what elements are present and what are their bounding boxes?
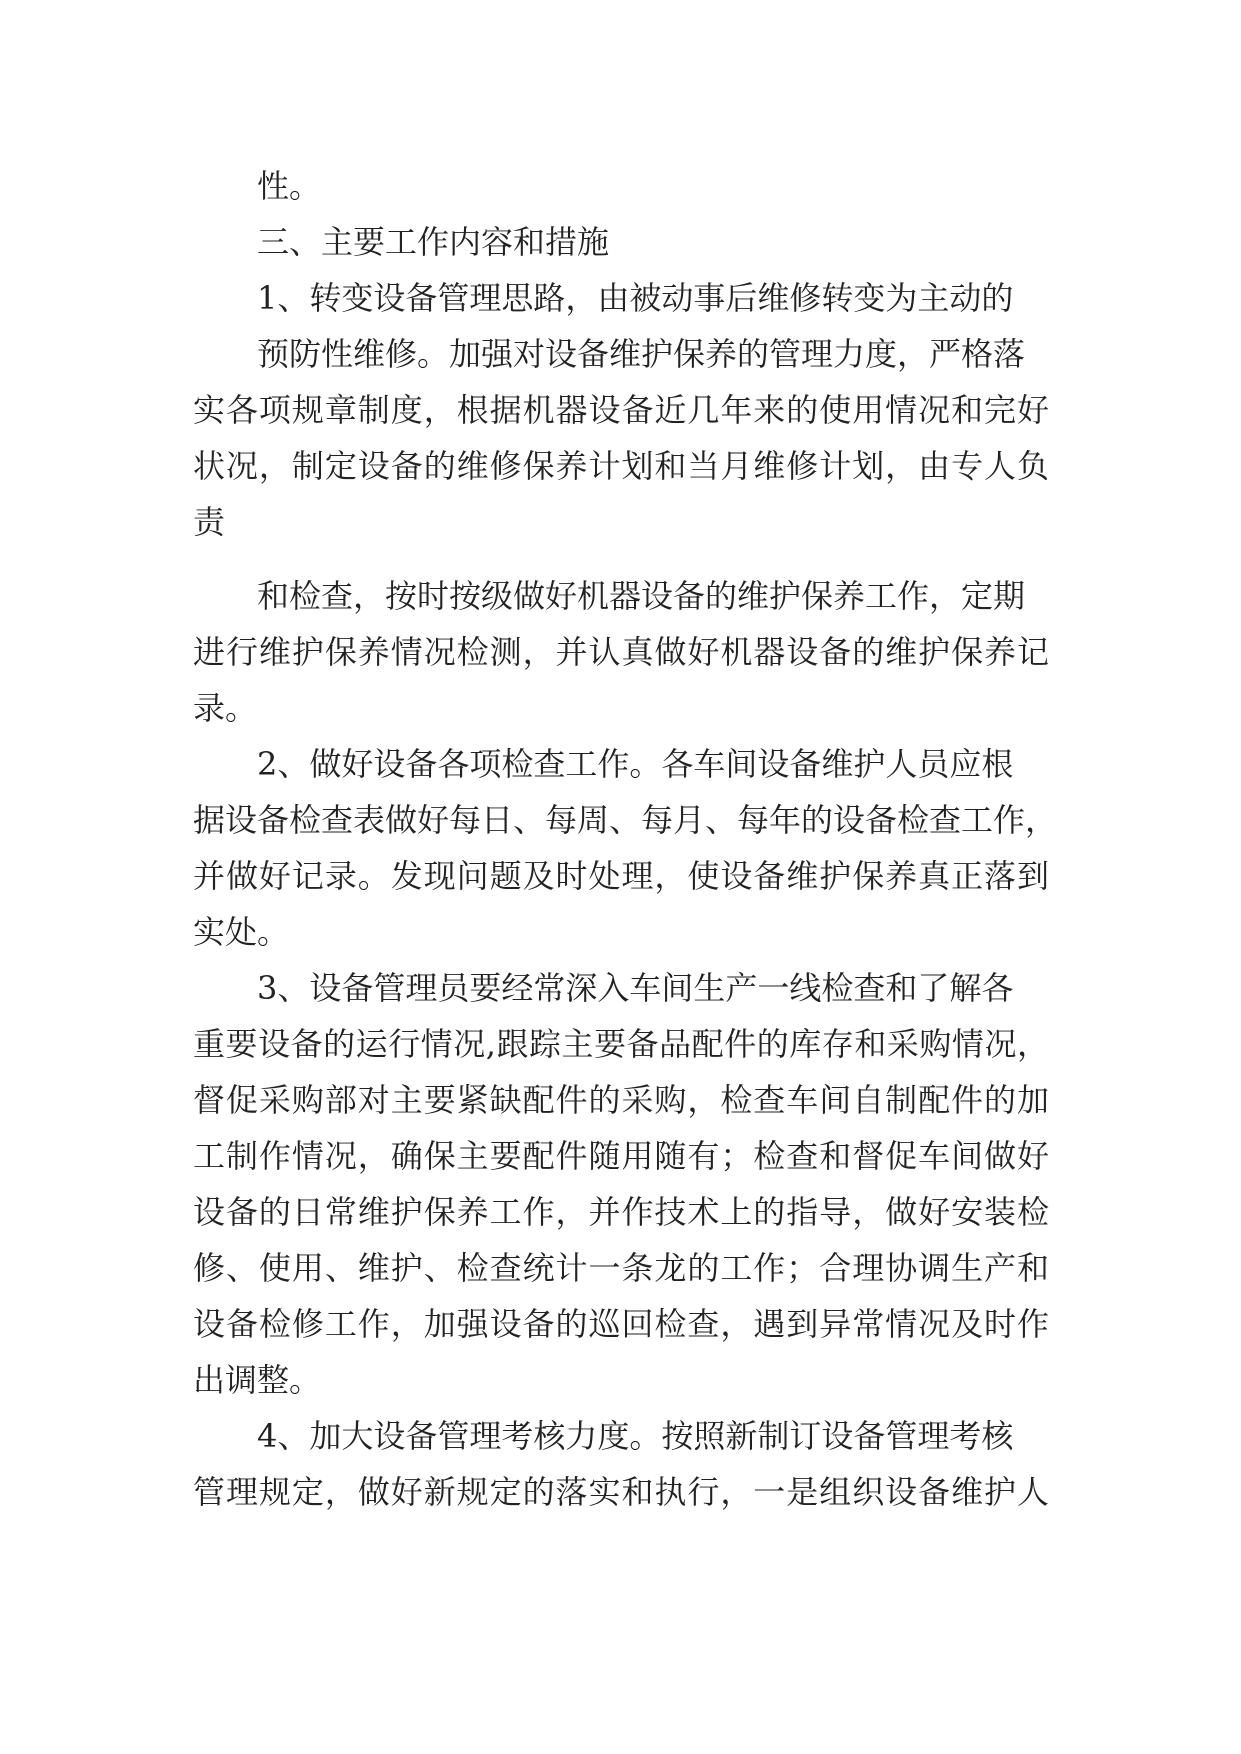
text-line: 重要设备的运行情况,跟踪主要备品配件的库存和采购情况， [193,1025,1049,1063]
text-line: 修、使用、维护、检查统计一条龙的工作；合理协调生产和 [193,1249,1049,1287]
text-line: 和检查，按时按级做好机器设备的维护保养工作，定期 [257,577,1026,615]
text-line: 录。 [193,689,258,727]
text-line: 预防性维修。加强对设备维护保养的管理力度，严格落 [257,335,1026,373]
text-line: 责 [193,503,226,541]
text-line: 实各项规章制度，根据机器设备近几年来的使用情况和完好 [193,391,1049,429]
text-line: 设备的日常维护保养工作，并作技术上的指导，做好安装检 [193,1193,1049,1231]
text-line: 据设备检查表做好每日、每周、每月、每年的设备检查工作， [193,801,1058,839]
text-line: 出调整。 [193,1361,322,1399]
text-line: 2、做好设备各项检查工作。各车间设备维护人员应根 [257,745,1014,783]
text-line: 3、设备管理员要经常深入车间生产一线检查和了解各 [257,969,1014,1007]
text-line: 进行维护保养情况检测，并认真做好机器设备的维护保养记 [193,633,1049,671]
text-line: 督促采购部对主要紧缺配件的采购，检查车间自制配件的加 [193,1081,1049,1119]
text-line: 并做好记录。发现问题及时处理，使设备维护保养真正落到 [193,857,1049,895]
text-line: 性。 [257,167,322,205]
text-line: 工制作情况，确保主要配件随用随有；检查和督促车间做好 [193,1137,1049,1175]
text-line: 4、加大设备管理考核力度。按照新制订设备管理考核 [257,1417,1014,1455]
text-line: 1、转变设备管理思路，由被动事后维修转变为主动的 [257,279,1014,317]
text-line: 状况，制定设备的维修保养计划和当月维修计划，由专人负 [193,447,1049,485]
text-line: 设备检修工作，加强设备的巡回检查，遇到异常情况及时作 [193,1305,1049,1343]
section-heading: 三、主要工作内容和措施 [257,223,610,261]
text-line: 实处。 [193,913,290,951]
text-line: 管理规定，做好新规定的落实和执行，一是组织设备维护人 [193,1473,1049,1511]
